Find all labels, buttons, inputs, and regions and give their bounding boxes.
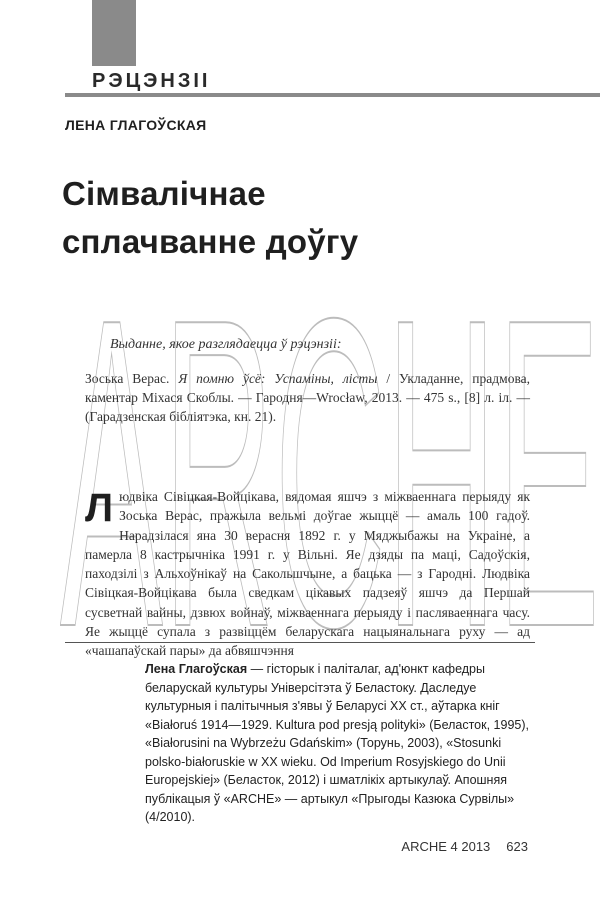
title-line-2: сплачванне доўгу (62, 223, 359, 260)
section-tab-marker (92, 0, 136, 66)
book-citation (85, 369, 530, 426)
article-author: ЛЕНА ГЛАГОЎСКАЯ (65, 117, 207, 133)
drop-cap: Л (85, 486, 114, 530)
citation-author: Зоська Верас. (85, 371, 170, 386)
page-number: 623 (506, 839, 528, 854)
body-paragraph: юдвіка Сівіцкая-Войцікава, вядомая яшчэ з міжваеннага перыяду як Зоська Верас, пражыла вельмі доўгае жыццё — амаль 100 гадоў. Нарадзілася яна 30 верасня 1892 г. у Мяджыбажы на Украіне, а памерла 8 кастрычніка 1991 г. у Вільні. Яе дзяды па маці, Садоўскія, паходзілі з Альхоўнікаў на Сакольшчыне, а бацька — з Гародні. Людвіка Сівіцкая-Войцікава была сведкам цікавых падзеяў яшчэ да Першай сусветнай вайны, дзвюх войнаў, міжваеннага перыяду і пасляваеннага часу. Яе жыццё супала з развіццём беларускага нацыянальнага руху — ад «чашапаўскай пары» да абвяшчэння (85, 489, 530, 659)
bio-author-name: Лена Глагоўская (145, 662, 248, 676)
bio-text: — гісторык і паліталаг, ад'юнкт кафедры беларускай культуры Універсітэта ў Беластоку. Даследуе культурныя і палітычныя з'явы ў Беларусі ХХ ст., аўтарка кніг «Białoruś 1914—1929. Kultura pod presją polityki» (Беласток, 1995), «Białorusini na Wybrzeżu Gdańskim» (Торунь, 2003), «Stosunki polsko-białoruskie w XX wieku. Od Imperium Rosyjskiego do Unii Europejskiej» (Беласток, 2012) і шматлікіх артыкулаў. Апошняя публікацыя ў «ARCHE» — артыкул «Прыгоды Казюка Сурвілы» (4/2010). (145, 662, 529, 824)
citation-title: Я помню ўсё: Успаміны, лісты (178, 371, 378, 386)
article-body (85, 487, 530, 661)
journal-issue: ARCHE 4 2013 (401, 839, 491, 854)
footnote-rule (65, 642, 535, 643)
watermark-text: ARCHE (60, 228, 600, 635)
page-footer (401, 839, 528, 854)
title-line-1: Сімвалічнае (62, 175, 266, 212)
author-bio (145, 660, 530, 827)
reviewed-edition-label: Выданне, якое разглядаецца ў рэцэнзіі: (110, 337, 342, 352)
citation-details: / Укладанне, прадмова, каментар Міхася Скоблы. — Гародня—Wrocław, 2013. — 475 s., [8] л. іл. — (Гарадзенская бібліятэка, кн. 21). (85, 371, 531, 424)
section-rule (65, 93, 600, 97)
section-label: РЭЦЭНЗІІ (92, 70, 211, 92)
